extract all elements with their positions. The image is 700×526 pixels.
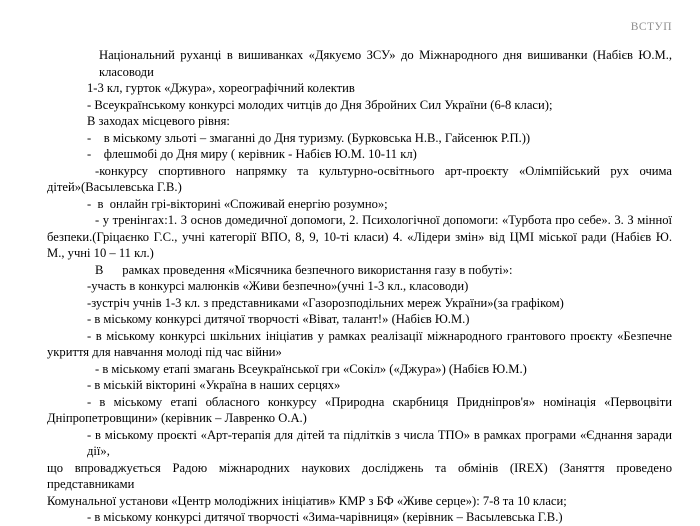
document-line: - Всеукраїнському конкурсі молодих читців до Дня Збройних Сил України (6-8 класи); <box>87 97 553 112</box>
document-line: Комунальної установи «Центр молодіжних ініціатив» КМР з БФ «Живе серце»): 7-8 та 10 класи; <box>47 493 567 508</box>
document-line: - в міському конкурсі шкільних ініціатив у рамках реалізації міжнародного грантового проєкту «Безпечне <box>87 328 672 343</box>
document-line: безпеки.(Гріцаєнко Г.С., учні категорії ВПО, 8, 9, 10-ті класи) 4. «Лідери змін» від ЦМІ міської ради (Набієв Ю. <box>47 229 672 244</box>
document-line: -зустріч учнів 1-3 кл. з представниками «Газорозподільних мереж України»(за графіком) <box>87 295 564 310</box>
document-line: 1-3 кл, гурток «Джура», хореографічний колектив <box>87 81 355 95</box>
section-header: ВСТУП <box>630 21 672 33</box>
document-line: дітей»(Васылевська Г.В.) <box>47 180 182 194</box>
document-line: - флешмобі до Дня миру ( керівник - Набієв Ю.М. 10-11 кл) <box>87 147 417 161</box>
document-line: - в міському зльоті – змаганні до Дня туризму. (Бурковська Н.В., Гайсенюк Р.П.)) <box>87 130 531 145</box>
document-line: В рамках проведення «Місячника безпечного використання газу в побуті»: <box>95 262 513 277</box>
document-line: Національний руханці в вишиванках «Дякуємо ЗСУ» до Міжнародного дня вишиванки (Набієв Ю.М., класоводи <box>99 48 672 79</box>
document-line: В заходах місцевого рівня: <box>87 114 230 128</box>
document-line: що впроваджується Радою міжнародних наукових досліджень та обмінів (IREX) (Заняття проведено представниками <box>47 460 672 491</box>
document-line: М., учні 10 – 11 кл.) <box>47 246 154 260</box>
document-line: - у тренінгах:1. З основ домедичної допомоги, 2. Психологічної допомоги: «Турбота про себе». 3. З мінної <box>95 213 672 227</box>
document-line: -конкурсу спортивного напрямку та культурно-освітнього арт-проєкту «Олімпійський рух очима <box>95 163 672 178</box>
document-line: Дніпропетровщини» (керівник – Лавренко О.А.) <box>47 411 307 425</box>
document-body <box>47 47 672 526</box>
document-line: - в онлайн грі-вікторині «Споживай енергію розумно»; <box>87 196 388 211</box>
document-line: - в міському конкурсі дитячої творчості «Зима-чарівниця» (керівник – Васылевська Г.В.) <box>87 510 563 524</box>
document-line: - в міському проєкті «Арт-терапія для дітей та підлітків з числа ТПО» в рамках програми «Єднання заради дії», <box>87 427 672 458</box>
document-line: укриття для навчання молоді під час війни» <box>47 345 282 359</box>
document-line: - в міському етапі обласного конкурсу «Природна скарбниця Придніпров'я» номінація «Первоцвіти <box>87 394 672 409</box>
document-line: -участь в конкурсі малюнків «Живи безпечно»(учні 1-3 кл., класоводи) <box>87 279 469 293</box>
document-line: - в міському конкурсі дитячої творчості «Віват, талант!» (Набієв Ю.М.) <box>87 312 470 326</box>
document-line: - в міському етапі змагань Всеукраїнської гри «Сокіл» («Джура») (Набієв Ю.М.) <box>95 361 527 376</box>
document-line: - в міській вікторині «Україна в наших серцях» <box>87 378 341 392</box>
